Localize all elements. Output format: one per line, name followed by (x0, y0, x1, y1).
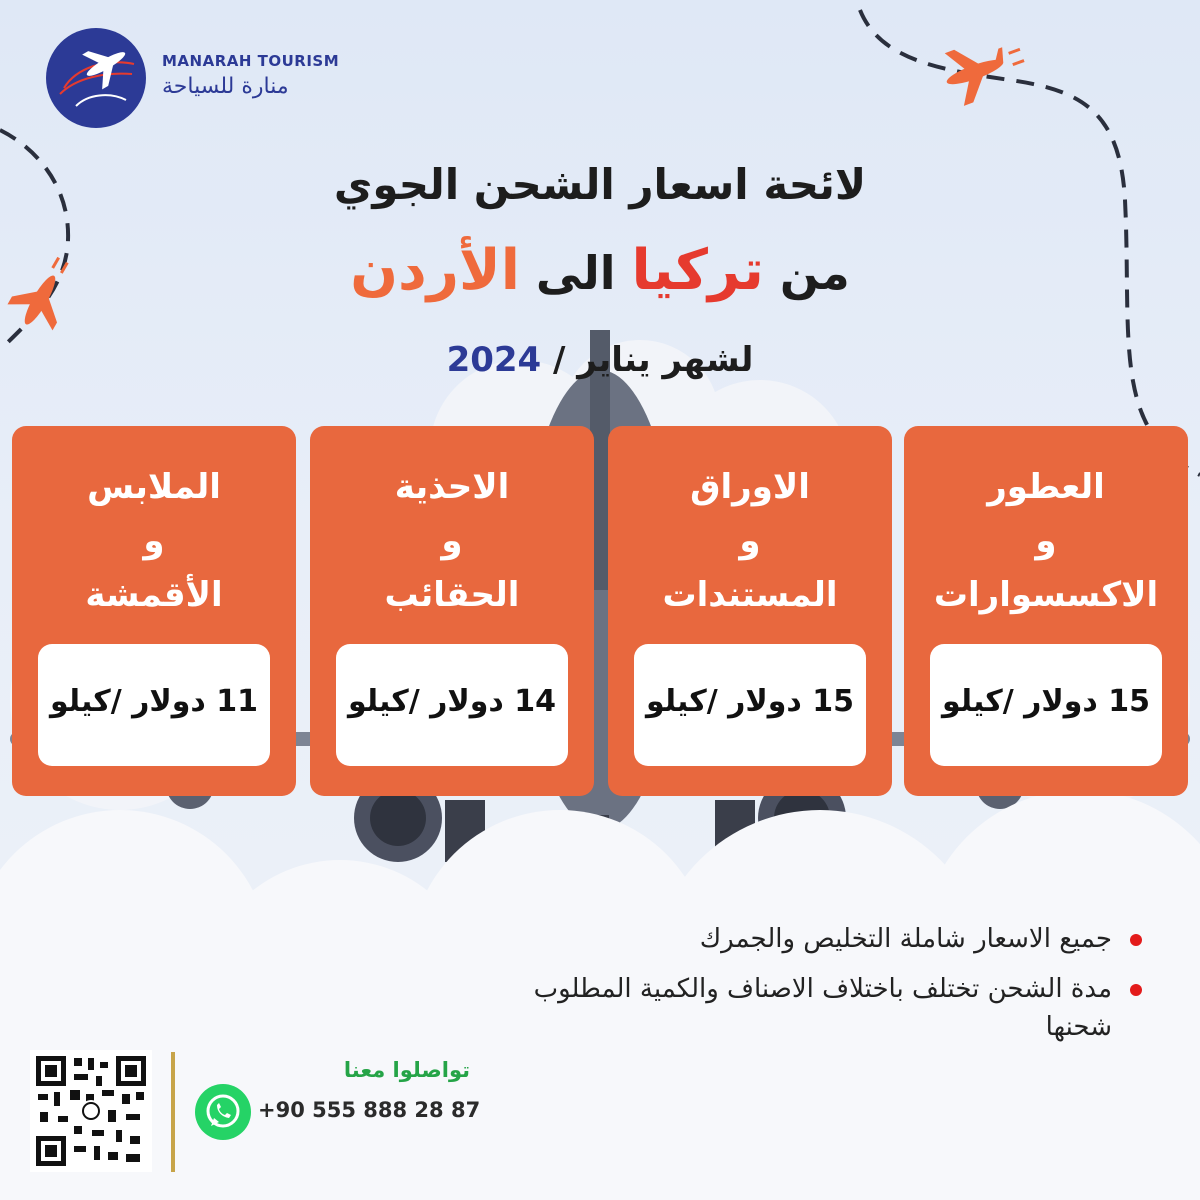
card-title-line1: الاوراق (690, 467, 810, 507)
price-box (930, 644, 1162, 766)
card-title-line3: الاكسسوارات (933, 575, 1159, 615)
contact-title: تواصلوا معنا (343, 1058, 470, 1082)
bullet-icon (1130, 934, 1142, 946)
phone-number[interactable]: +90 555 888 28 87 (258, 1098, 481, 1122)
card-title-and: و (739, 521, 761, 561)
card-title-line3: المستندات (662, 575, 838, 615)
price-value: 14 دولار /كيلو (348, 684, 556, 719)
whatsapp-icon[interactable] (195, 1084, 251, 1140)
notes-list (524, 920, 1144, 1058)
price-card (904, 426, 1188, 796)
price-card (310, 426, 594, 796)
price-card (12, 426, 296, 796)
card-title-line3: الأقمشة (85, 575, 223, 615)
brand-logo (46, 28, 146, 128)
price-box (634, 644, 866, 766)
card-title-and: و (1035, 521, 1057, 561)
to-word: الى (535, 246, 616, 300)
card-title-line1: الملابس (87, 467, 221, 507)
note-text: جميع الاسعار شاملة التخليص والجمرك (699, 924, 1112, 954)
airplane-icon (46, 28, 146, 128)
qr-code-icon[interactable] (30, 1050, 152, 1172)
note-item (524, 970, 1144, 1046)
note-text: مدة الشحن تختلف باختلاف الاصناف والكمية المطلوب شحنها (533, 974, 1112, 1042)
card-title-line3: الحقائب (384, 575, 520, 615)
small-plane-icon (937, 29, 1031, 109)
card-title (310, 460, 594, 622)
price-value: 15 دولار /كيلو (646, 684, 854, 719)
month-label: لشهر يناير / (553, 340, 754, 380)
bullet-icon (1130, 984, 1142, 996)
card-title (608, 460, 892, 622)
card-title-and: و (143, 521, 165, 561)
contact-divider (171, 1052, 175, 1172)
card-title-and: و (441, 521, 463, 561)
year-label: 2024 (446, 340, 542, 380)
card-title-line1: العطور (987, 467, 1105, 507)
card-title (12, 460, 296, 622)
price-box (38, 644, 270, 766)
whatsapp-glyph (195, 1084, 251, 1140)
brand-name-en: MANARAH TOURISM (162, 52, 340, 70)
card-title (904, 460, 1188, 622)
price-value: 15 دولار /كيلو (942, 684, 1150, 719)
from-word: من (779, 246, 850, 300)
price-card (608, 426, 892, 796)
page-title: لائحة اسعار الشحن الجوي (333, 160, 867, 209)
period-title (0, 340, 1200, 380)
brand-name-ar: منارة للسياحة (162, 74, 289, 99)
price-box (336, 644, 568, 766)
price-value: 11 دولار /كيلو (50, 684, 258, 719)
origin-country: تركيا (631, 238, 764, 303)
qr-code-pattern (30, 1050, 152, 1172)
card-title-line1: الاحذية (394, 467, 510, 507)
route-title (0, 238, 1200, 303)
note-item (524, 920, 1144, 958)
destination-country: الأردن (350, 238, 520, 303)
